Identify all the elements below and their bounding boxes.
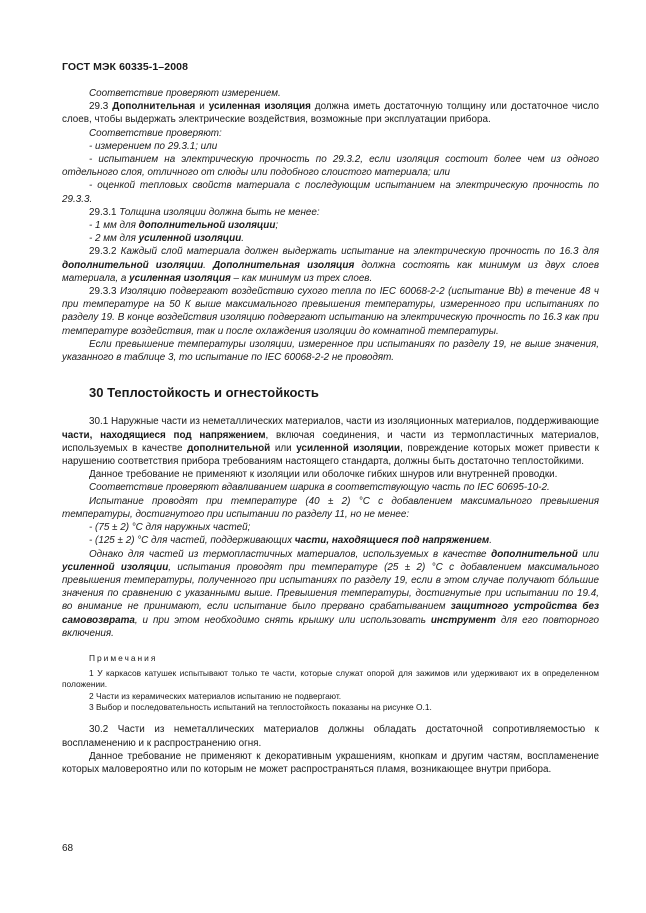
clause-30-2: 30.2 Части из неметаллических материалов должны обладать достаточной сопротивляемостью к воспламенению и к распространению огня. bbox=[62, 724, 599, 749]
term: Дополнительная bbox=[112, 101, 196, 113]
list-item: - (125 ± 2) °С для частей, поддерживающих части, находящиеся под напряжением. bbox=[89, 535, 492, 547]
term: части, находящиеся под напряжением bbox=[62, 429, 266, 441]
list-item: - 2 мм для усиленной изоляции. bbox=[89, 233, 244, 245]
page-body bbox=[62, 87, 599, 776]
term: усиленной изоляции bbox=[62, 561, 169, 573]
note-item: 3 Выбор и последовательность испытаний на теплостойкость показаны на рисунке О.1. bbox=[89, 702, 432, 713]
term: дополнительной изоляции bbox=[62, 259, 204, 271]
clause-29-3: 29.3 Дополнительная и усиленная изоляция должна иметь достаточную толщину или достаточное число слоев, чтобы выдержать электрические воздействия, возможные при эксплуатации прибора. bbox=[62, 101, 599, 126]
paragraph: Если превышение температуры изоляции, измеренное при испытаниях по разделу 19, не выше значения, указанного в таблице 3, то испытание по IEC 60068-2-2 не проводят. bbox=[62, 338, 599, 364]
page-number: 68 bbox=[62, 843, 74, 854]
note-item: 1 У каркасов катушек испытывают только те части, которые служат опорой для зажимов или удерживают их в определенном положении. bbox=[62, 668, 599, 690]
note-item: 2 Части из керамических материалов испытанию не подвергают. bbox=[89, 690, 342, 701]
term: дополнительной bbox=[187, 442, 271, 454]
clause-29-3-1: 29.3.1 Толщина изоляции должна быть не менее: bbox=[89, 206, 320, 218]
list-item: - измерением по 29.3.1; или bbox=[89, 140, 218, 152]
term: усиленная изоляция bbox=[129, 272, 231, 284]
list-item: - испытанием на электрическую прочность по 29.3.2, если изоляция состоит более чем из одного отдельного слоя, отличного от слюды или подобного слоистого материала; или bbox=[62, 154, 599, 179]
notes-title: Примечания bbox=[89, 652, 158, 663]
term: дополнительной изоляции bbox=[138, 220, 276, 232]
section-heading: 30 Теплостойкость и огнестойкость bbox=[89, 385, 319, 401]
paragraph: Соответствие проверяют измерением. bbox=[89, 88, 281, 99]
term: инструмент bbox=[430, 614, 496, 626]
paragraph: Испытание проводят при температуре (40 ± 2) °С с добавлением максимального превышения температуры, достигнутого при испытании по разделу 11, но не менее: bbox=[62, 495, 599, 520]
paragraph: Соответствие проверяют вдавливанием шарика в соответствующую часть по IEC 60695-10-2. bbox=[89, 482, 550, 494]
term: дополнительной bbox=[491, 548, 578, 560]
term: Дополнительная изоляция bbox=[213, 259, 355, 271]
paragraph: Данное требование не применяют к декоративным украшениям, кнопкам и другим частям, воспламенение которых маловероятно или по которым не может распространяться пламя, возникающее внутри прибора. bbox=[62, 750, 599, 775]
paragraph: Однако для частей из термопластичных материалов, используемых в качестве дополнительной или усиленной изоляции, испытания проводят при температуре (25 ± 2) °С с добавлением максимального превышения температуры, полученного при испытаниях по разделу 19, если в этом случае получают бóльшие значения по сравнению с указанными выше. Превышения температуры, достигнутые при испытании по 19.4, во внимание не принимают, если испытание было прервано срабатыванием защитного устройства без самовозврата, и при этом необходимо снять крышку или использовать инструмент для его повторного включения. bbox=[62, 548, 599, 639]
list-item: - (75 ± 2) °С для наружных частей; bbox=[89, 522, 251, 534]
paragraph: Соответствие проверяют: bbox=[89, 127, 222, 139]
list-item: - 1 мм для дополнительной изоляции; bbox=[89, 220, 279, 232]
list-item: - оценкой тепловых свойств материала с последующим испытанием на электрическую прочность по 29.3.3. bbox=[62, 180, 599, 205]
term: защитного устройства без самовозврата bbox=[62, 601, 599, 626]
term: усиленной изоляции bbox=[138, 233, 242, 245]
term: усиленная изоляция bbox=[208, 101, 311, 113]
clause-30-1: 30.1 Наружные части из неметаллических материалов, части из изоляционных материалов, поддерживающие части, находящиеся под напряжением, включая соединения, и части из термопластичных материалов, используемых в качестве дополнительной или усиленной изоляции, повреждение которых может привести к нарушению соответствия прибора требованиям настоящего стандарта, должны быть достаточно теплостойкими. bbox=[62, 416, 599, 468]
term: усиленной изоляции bbox=[296, 442, 401, 454]
clause-29-3-3: 29.3.3 Изоляцию подвергают воздействию сухого тепла по IEC 60068-2-2 (испытание Bb) в течение 48 ч при температуре на 50 К выше максимального превышения температуры, измеренного при испытаниях по разделу 19. В конце воздействия изоляцию подвергают испытанию на электрическую прочность по 16.3 как при температуре воздействия, так и после охлаждения изоляции до комнатной температуры. bbox=[62, 286, 600, 337]
clause-29-3-2: 29.3.2 Каждый слой материала должен выдержать испытание на электрическую прочность по 16.3 для дополнительной изоляции. Дополнительная изоляция должна состоять как минимум из двух слоев материала, а усиленная изоляция – как минимум из трех слоев. bbox=[62, 246, 599, 284]
paragraph: Данное требование не применяют к изоляции или оболочке гибких шнуров или внутренней проводки. bbox=[89, 469, 558, 481]
page-header: ГОСТ МЭК 60335-1–2008 bbox=[62, 61, 189, 73]
term: части, находящиеся под напряжением bbox=[294, 535, 490, 547]
